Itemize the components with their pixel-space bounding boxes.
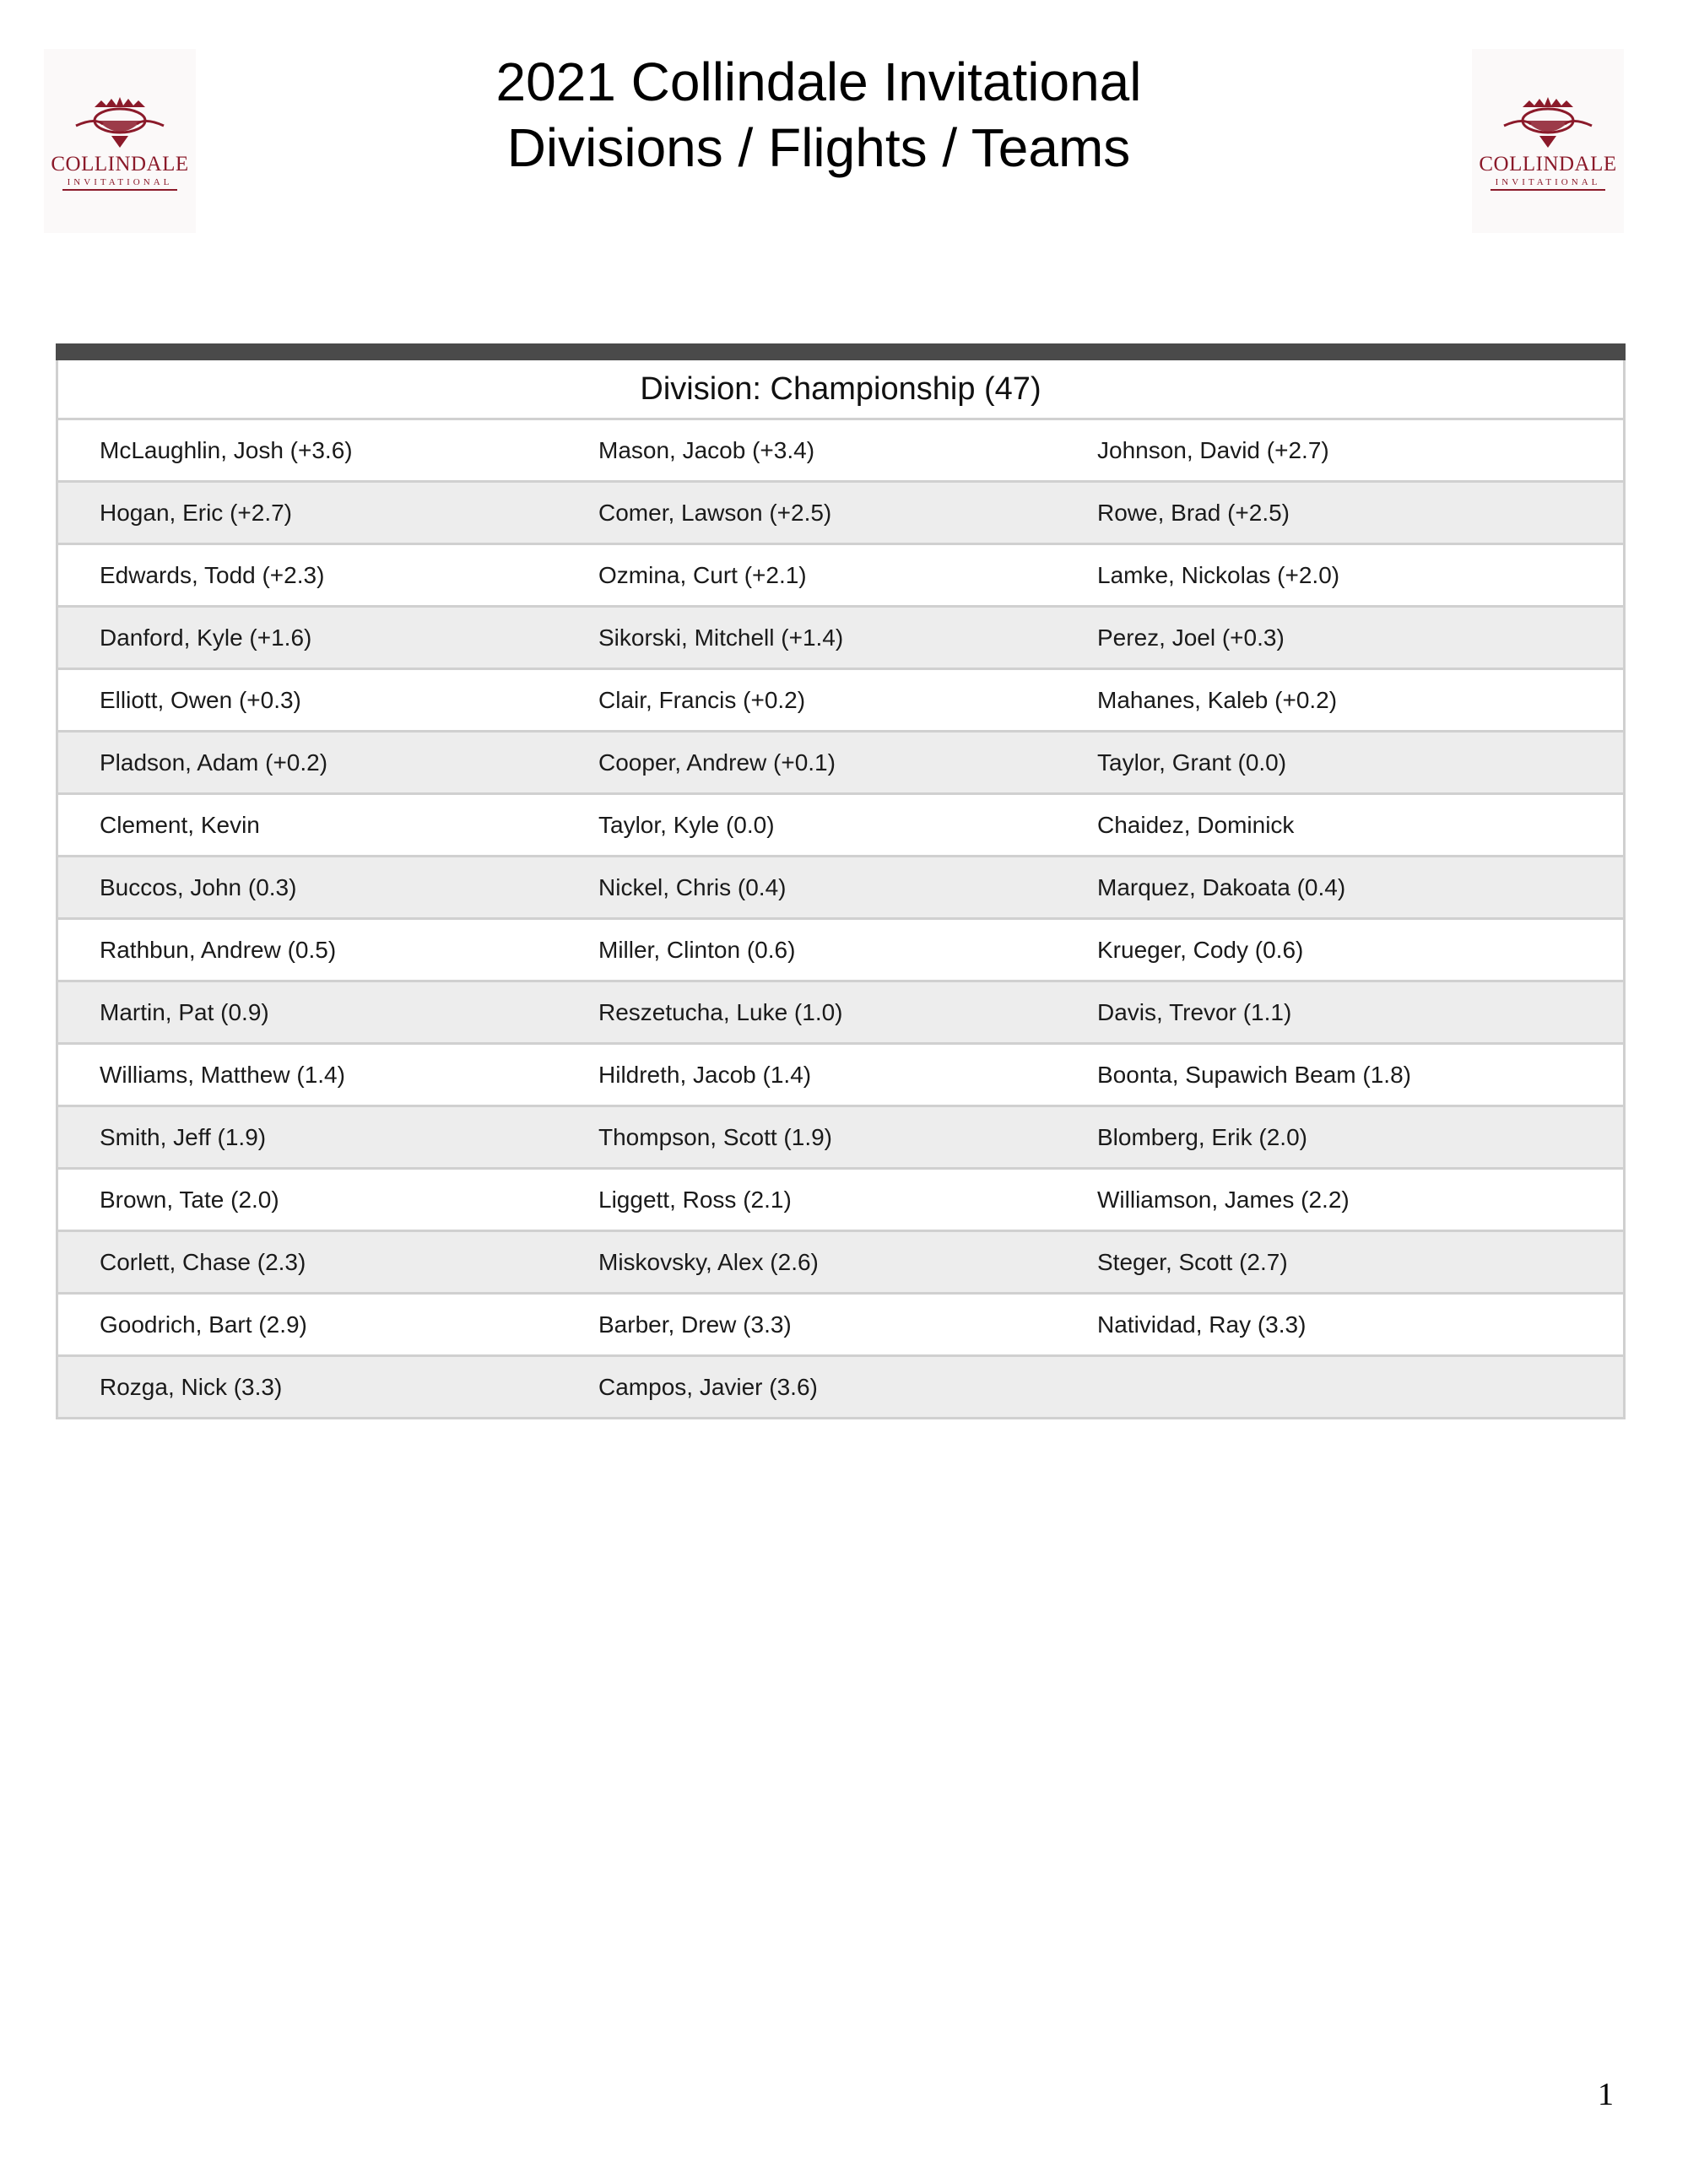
page-title bbox=[397, 49, 1241, 181]
player-cell: Smith, Jeff (1.9) bbox=[100, 1123, 267, 1150]
player-cell: Rowe, Brad (+2.5) bbox=[1097, 499, 1290, 526]
player-cell: Corlett, Chase (2.3) bbox=[100, 1248, 306, 1275]
player-cell: Edwards, Todd (+2.3) bbox=[100, 561, 325, 588]
player-cell: Boonta, Supawich Beam (1.8) bbox=[1097, 1061, 1411, 1088]
player-cell: Johnson, David (+2.7) bbox=[1097, 436, 1329, 463]
player-cell: Rathbun, Andrew (0.5) bbox=[100, 936, 337, 963]
logo-name: COLLINDALE bbox=[1479, 152, 1617, 176]
player-cell: Buccos, John (0.3) bbox=[100, 873, 297, 900]
player-cell: Miller, Clinton (0.6) bbox=[598, 936, 796, 963]
table-row bbox=[58, 1232, 1623, 1295]
table-row bbox=[58, 795, 1623, 857]
player-cell: Elliott, Owen (+0.3) bbox=[100, 686, 301, 713]
player-cell: Davis, Trevor (1.1) bbox=[1097, 998, 1292, 1025]
crest-icon bbox=[1497, 92, 1599, 151]
player-cell: Reszetucha, Luke (1.0) bbox=[598, 998, 843, 1025]
player-cell: Clair, Francis (+0.2) bbox=[598, 686, 806, 713]
player-cell: Rozga, Nick (3.3) bbox=[100, 1373, 283, 1400]
player-cell: Barber, Drew (3.3) bbox=[598, 1311, 792, 1338]
player-cell: Steger, Scott (2.7) bbox=[1097, 1248, 1288, 1275]
table-row bbox=[58, 982, 1623, 1045]
player-cell: Comer, Lawson (+2.5) bbox=[598, 499, 832, 526]
table-row bbox=[58, 1107, 1623, 1170]
division-table bbox=[56, 343, 1626, 1419]
player-rows bbox=[58, 420, 1623, 1417]
page-number: 1 bbox=[1598, 2077, 1614, 2112]
division-title: Division: Championship (47) bbox=[58, 360, 1623, 420]
player-cell: Thompson, Scott (1.9) bbox=[598, 1123, 833, 1150]
player-cell: Hildreth, Jacob (1.4) bbox=[598, 1061, 812, 1088]
player-cell: Natividad, Ray (3.3) bbox=[1097, 1311, 1307, 1338]
player-cell: Chaidez, Dominick bbox=[1097, 811, 1295, 838]
logo-subtitle: INVITATIONAL bbox=[1491, 177, 1606, 191]
logo-subtitle: INVITATIONAL bbox=[62, 177, 178, 191]
table-row bbox=[58, 670, 1623, 733]
table-body bbox=[56, 360, 1626, 1419]
table-row bbox=[58, 545, 1623, 608]
table-top-bar bbox=[56, 343, 1626, 360]
player-cell: Williamson, James (2.2) bbox=[1097, 1186, 1350, 1213]
crest-icon bbox=[69, 92, 170, 151]
table-row bbox=[58, 608, 1623, 670]
player-cell: Mason, Jacob (+3.4) bbox=[598, 436, 815, 463]
player-cell: Martin, Pat (0.9) bbox=[100, 998, 269, 1025]
player-cell: Clement, Kevin bbox=[100, 811, 260, 838]
player-cell: Krueger, Cody (0.6) bbox=[1097, 936, 1304, 963]
player-cell: Nickel, Chris (0.4) bbox=[598, 873, 787, 900]
table-row bbox=[58, 1357, 1623, 1417]
table-row bbox=[58, 1045, 1623, 1107]
table-row bbox=[58, 733, 1623, 795]
player-cell: Brown, Tate (2.0) bbox=[100, 1186, 279, 1213]
collindale-logo-right bbox=[1472, 49, 1624, 233]
collindale-logo-left bbox=[44, 49, 196, 233]
player-cell: Hogan, Eric (+2.7) bbox=[100, 499, 292, 526]
player-cell: Lamke, Nickolas (+2.0) bbox=[1097, 561, 1340, 588]
table-row bbox=[58, 920, 1623, 982]
table-row bbox=[58, 420, 1623, 483]
player-cell: Danford, Kyle (+1.6) bbox=[100, 624, 312, 651]
player-cell: Williams, Matthew (1.4) bbox=[100, 1061, 345, 1088]
player-cell: Taylor, Kyle (0.0) bbox=[598, 811, 775, 838]
table-row bbox=[58, 1170, 1623, 1232]
title-line-1: 2021 Collindale Invitational bbox=[495, 51, 1142, 112]
player-cell: Liggett, Ross (2.1) bbox=[598, 1186, 792, 1213]
player-cell: Ozmina, Curt (+2.1) bbox=[598, 561, 807, 588]
player-cell: Marquez, Dakoata (0.4) bbox=[1097, 873, 1346, 900]
player-cell: Mahanes, Kaleb (+0.2) bbox=[1097, 686, 1338, 713]
player-cell: Cooper, Andrew (+0.1) bbox=[598, 749, 836, 776]
table-row bbox=[58, 1295, 1623, 1357]
player-cell: Pladson, Adam (+0.2) bbox=[100, 749, 328, 776]
logo-name: COLLINDALE bbox=[51, 152, 189, 176]
table-row bbox=[58, 857, 1623, 920]
player-cell: Taylor, Grant (0.0) bbox=[1097, 749, 1287, 776]
title-line-2: Divisions / Flights / Teams bbox=[506, 117, 1131, 178]
player-cell: Miskovsky, Alex (2.6) bbox=[598, 1248, 819, 1275]
player-cell: Sikorski, Mitchell (+1.4) bbox=[598, 624, 844, 651]
player-cell: Campos, Javier (3.6) bbox=[598, 1373, 818, 1400]
player-cell: Goodrich, Bart (2.9) bbox=[100, 1311, 307, 1338]
player-cell: Perez, Joel (+0.3) bbox=[1097, 624, 1285, 651]
player-cell: Blomberg, Erik (2.0) bbox=[1097, 1123, 1307, 1150]
player-cell: McLaughlin, Josh (+3.6) bbox=[100, 436, 353, 463]
table-row bbox=[58, 483, 1623, 545]
